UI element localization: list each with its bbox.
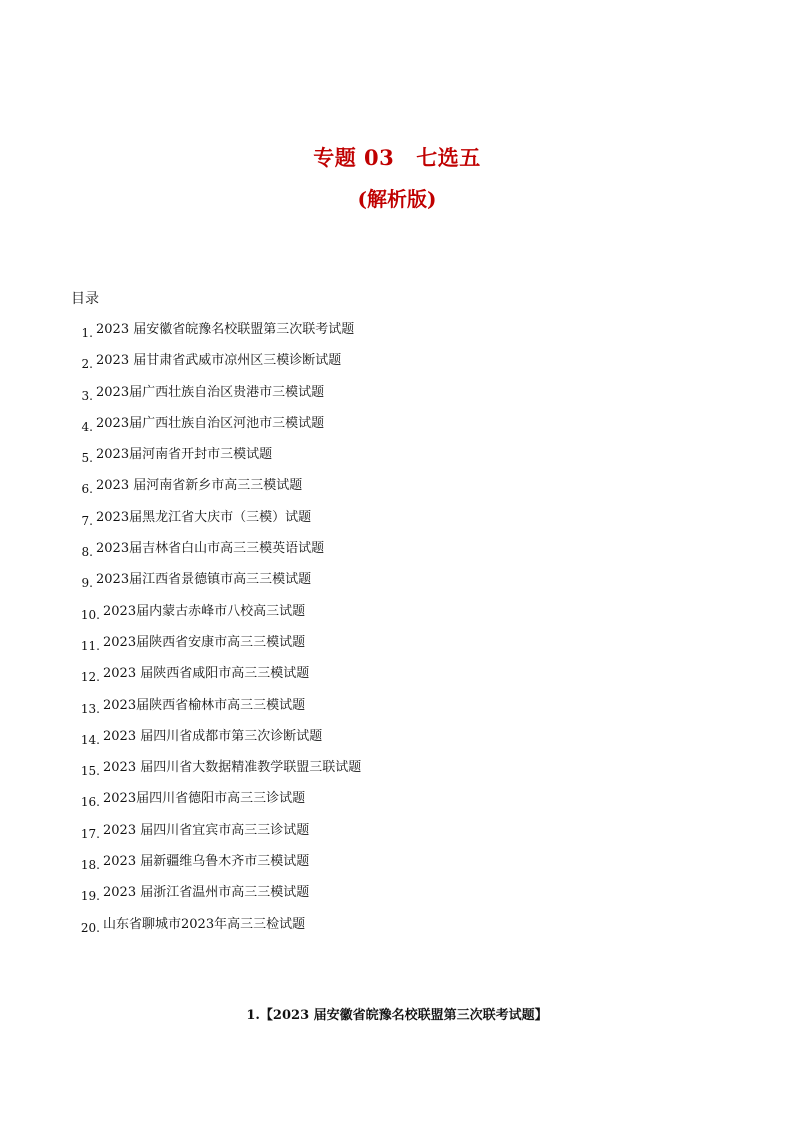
toc-item-number: 4. [81,419,93,434]
toc-item-link[interactable]: 2023届陕西省安康市高三三模试题 [103,634,306,650]
toc-item[interactable] [0,634,794,665]
toc-item[interactable] [0,759,794,790]
toc-item-link[interactable]: 2023 届四川省宜宾市高三三诊试题 [103,822,310,838]
table-of-contents [0,321,794,947]
toc-item[interactable] [0,884,794,915]
toc-item-link[interactable]: 山东省聊城市2023年高三三检试题 [103,916,306,932]
toc-item-link[interactable]: 2023届内蒙古赤峰市八校高三试题 [103,603,306,619]
toc-item-link[interactable]: 2023届广西壮族自治区贵港市三模试题 [96,384,325,400]
toc-item-link[interactable]: 2023 届陕西省咸阳市高三三模试题 [103,666,310,682]
toc-item-link[interactable]: 2023 届甘肃省武威市凉州区三模诊断试题 [96,353,342,369]
toc-item-number: 7. [81,513,93,528]
toc-item-link[interactable]: 2023届四川省德阳市高三三诊试题 [103,791,306,807]
toc-item-link[interactable]: 2023 届新疆维乌鲁木齐市三模试题 [103,854,310,870]
toc-item-link[interactable]: 2023届陕西省榆林市高三三模试题 [103,697,306,713]
toc-item-link[interactable]: 2023届广西壮族自治区河池市三模试题 [96,415,325,431]
toc-item[interactable] [0,446,794,477]
toc-item-number: 10. [80,607,100,622]
toc-item[interactable] [0,352,794,383]
toc-item[interactable] [0,509,794,540]
toc-item-link[interactable]: 2023 届浙江省温州市高三三模试题 [103,885,310,901]
toc-item-number: 14. [80,732,100,747]
toc-item-number: 20. [80,920,100,935]
toc-item-number: 15. [80,764,100,779]
toc-item-number: 11. [80,638,100,653]
toc-item-number: 12. [80,670,100,685]
toc-item[interactable] [0,603,794,634]
toc-item-link[interactable]: 2023 届四川省大数据精准教学联盟三联试题 [103,760,362,776]
toc-item-link[interactable]: 2023 届安徽省皖豫名校联盟第三次联考试题 [96,322,355,337]
toc-item[interactable] [0,321,794,352]
toc-item-number: 13. [80,701,100,716]
topic-label: 专题 03 [313,145,395,170]
toc-item-number: 1. [81,326,93,340]
toc-item-number: 8. [81,545,93,560]
toc-item[interactable] [0,822,794,853]
toc-item[interactable] [0,728,794,759]
toc-item-number: 5. [81,451,93,466]
page-subtitle: (解析版) [357,187,437,211]
toc-item[interactable] [0,697,794,728]
toc-item-number: 6. [81,482,93,497]
toc-item-link[interactable]: 2023 届河南省新乡市高三三模试题 [96,478,303,494]
toc-item[interactable] [0,790,794,821]
toc-item[interactable] [0,384,794,415]
toc-item-number: 9. [81,576,93,591]
toc-item[interactable] [0,477,794,508]
toc-item[interactable] [0,853,794,884]
toc-item-link[interactable]: 2023届江西省景德镇市高三三模试题 [96,572,312,588]
toc-item[interactable] [0,540,794,571]
topic-name: 七选五 [416,145,481,170]
toc-item-link[interactable]: 2023届河南省开封市三模试题 [96,447,273,463]
toc-item[interactable] [0,415,794,446]
toc-item-link[interactable]: 2023届吉林省白山市高三三模英语试题 [96,541,325,557]
toc-item-link[interactable]: 2023 届四川省成都市第三次诊断试题 [103,728,323,744]
section-heading: 1.【2023 届安徽省皖豫名校联盟第三次联考试题】 [246,1008,548,1023]
toc-item-number: 17. [80,826,100,841]
toc-item[interactable] [0,916,794,947]
page-title [0,143,794,173]
toc-item[interactable] [0,665,794,696]
toc-item-number: 19. [80,889,100,904]
toc-item-number: 18. [80,858,100,873]
toc-item-number: 2. [81,357,93,372]
toc-item-number: 16. [80,795,100,810]
toc-heading: 目录 [71,291,99,307]
toc-item[interactable] [0,571,794,602]
toc-item-number: 3. [81,388,93,403]
toc-item-link[interactable]: 2023届黑龙江省大庆市（三模）试题 [96,509,312,525]
